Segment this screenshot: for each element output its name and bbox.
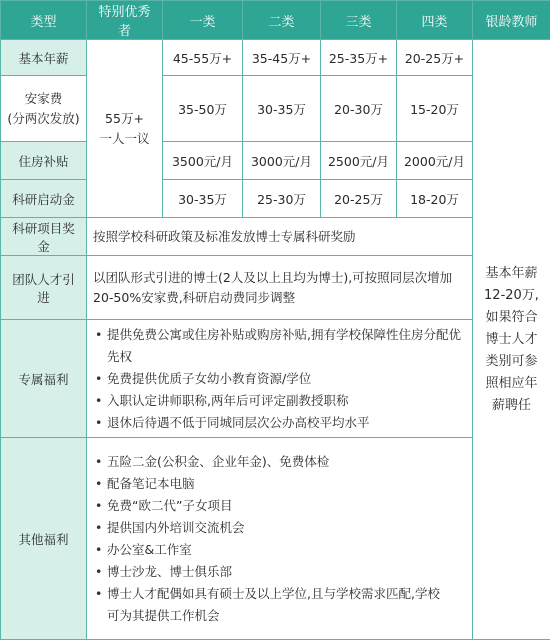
list-item: • 提供国内外培训交流机会 bbox=[93, 517, 466, 539]
silver-line-7: 薪聘任 bbox=[491, 397, 531, 413]
list-item: • 办公室&工作室 bbox=[93, 539, 466, 561]
settle-fee-c3: 20-30万 bbox=[321, 76, 397, 142]
table-row bbox=[1, 180, 550, 218]
housing-c2: 3000元/月 bbox=[243, 142, 321, 180]
exclusive-list-cell bbox=[87, 320, 473, 438]
exclusive-list bbox=[93, 324, 466, 434]
list-item: • 配备笔记本电脑 bbox=[93, 473, 466, 495]
list-item: • 博士沙龙、博士俱乐部 bbox=[93, 561, 466, 583]
special-line-2: 一人一议 bbox=[99, 130, 150, 146]
other-list bbox=[93, 451, 466, 627]
settle-fee-c2: 30-35万 bbox=[243, 76, 321, 142]
header-class-1: 一类 bbox=[163, 1, 243, 40]
list-item: • 免费“欧二代”子女项目 bbox=[93, 495, 466, 517]
table-row bbox=[1, 438, 550, 640]
settle-fee-label-2: (分两次发放) bbox=[7, 110, 80, 126]
other-list-cell bbox=[87, 438, 473, 640]
other-last-line-2: 可为其提供工作机会 bbox=[107, 607, 220, 623]
base-salary-c3: 25-35万+ bbox=[321, 40, 397, 76]
team-text bbox=[87, 256, 473, 320]
list-item bbox=[93, 583, 466, 627]
silver-line-1: 基本年薪 bbox=[485, 265, 538, 281]
header-type: 类型 bbox=[1, 1, 87, 40]
settle-fee-c1: 35-50万 bbox=[163, 76, 243, 142]
list-item: • 免费提供优质子女幼小教育资源/学位 bbox=[93, 368, 466, 390]
research-award-text: 按照学校科研政策及标准发放博士专属科研奖励 bbox=[87, 218, 473, 256]
list-item: • 退休后待遇不低于同城同层次公办高校平均水平 bbox=[93, 412, 466, 434]
header-row bbox=[1, 1, 550, 40]
label-team: 团队人才引进 bbox=[1, 256, 87, 320]
list-item: • 提供免费公寓或住房补贴或购房补贴,拥有学校保障性住房分配优先权 bbox=[93, 324, 466, 368]
label-exclusive: 专属福利 bbox=[1, 320, 87, 438]
silver-cell bbox=[473, 40, 550, 640]
base-salary-c2: 35-45万+ bbox=[243, 40, 321, 76]
header-special: 特别优秀者 bbox=[87, 1, 163, 40]
housing-c4: 2000元/月 bbox=[397, 142, 473, 180]
base-salary-c1: 45-55万+ bbox=[163, 40, 243, 76]
header-silver: 银龄教师 bbox=[473, 1, 550, 40]
housing-c1: 3500元/月 bbox=[163, 142, 243, 180]
table-row bbox=[1, 256, 550, 320]
list-item: • 五险二金(公积金、企业年金)、免费体检 bbox=[93, 451, 466, 473]
team-line-1: 以团队形式引进的博士(2人及以上且均为博士),可按照同层次增加 bbox=[93, 269, 453, 285]
research-start-c1: 30-35万 bbox=[163, 180, 243, 218]
table-row bbox=[1, 142, 550, 180]
header-class-2: 二类 bbox=[243, 1, 321, 40]
research-start-c2: 25-30万 bbox=[243, 180, 321, 218]
table-row bbox=[1, 218, 550, 256]
housing-c3: 2500元/月 bbox=[321, 142, 397, 180]
silver-line-4: 博士人才 bbox=[485, 331, 538, 347]
label-research-start: 科研启动金 bbox=[1, 180, 87, 218]
table-row bbox=[1, 320, 550, 438]
silver-line-3: 如果符合 bbox=[485, 309, 538, 325]
settle-fee-c4: 15-20万 bbox=[397, 76, 473, 142]
special-line-1: 55万+ bbox=[105, 110, 144, 126]
table-row bbox=[1, 40, 550, 76]
label-base-salary: 基本年薪 bbox=[1, 40, 87, 76]
label-settle-fee bbox=[1, 76, 87, 142]
label-research-award: 科研项目奖金 bbox=[1, 218, 87, 256]
table-row bbox=[1, 76, 550, 142]
header-class-4: 四类 bbox=[397, 1, 473, 40]
team-line-2: 20-50%安家费,科研启动费同步调整 bbox=[93, 289, 296, 305]
research-start-c4: 18-20万 bbox=[397, 180, 473, 218]
label-other: 其他福利 bbox=[1, 438, 87, 640]
research-start-c3: 20-25万 bbox=[321, 180, 397, 218]
silver-line-5: 类别可参 bbox=[485, 353, 538, 369]
label-housing: 住房补贴 bbox=[1, 142, 87, 180]
special-cell bbox=[87, 40, 163, 218]
silver-line-2: 12-20万, bbox=[484, 287, 539, 303]
silver-line-6: 照相应年 bbox=[485, 375, 538, 391]
header-class-3: 三类 bbox=[321, 1, 397, 40]
other-last-line-1: • 博士人才配偶如具有硕士及以上学位,且与学校需求匹配,学校 bbox=[107, 585, 440, 601]
base-salary-c4: 20-25万+ bbox=[397, 40, 473, 76]
settle-fee-label-1: 安家费 bbox=[24, 90, 63, 106]
list-item: • 入职认定讲师职称,两年后可评定副教授职称 bbox=[93, 390, 466, 412]
